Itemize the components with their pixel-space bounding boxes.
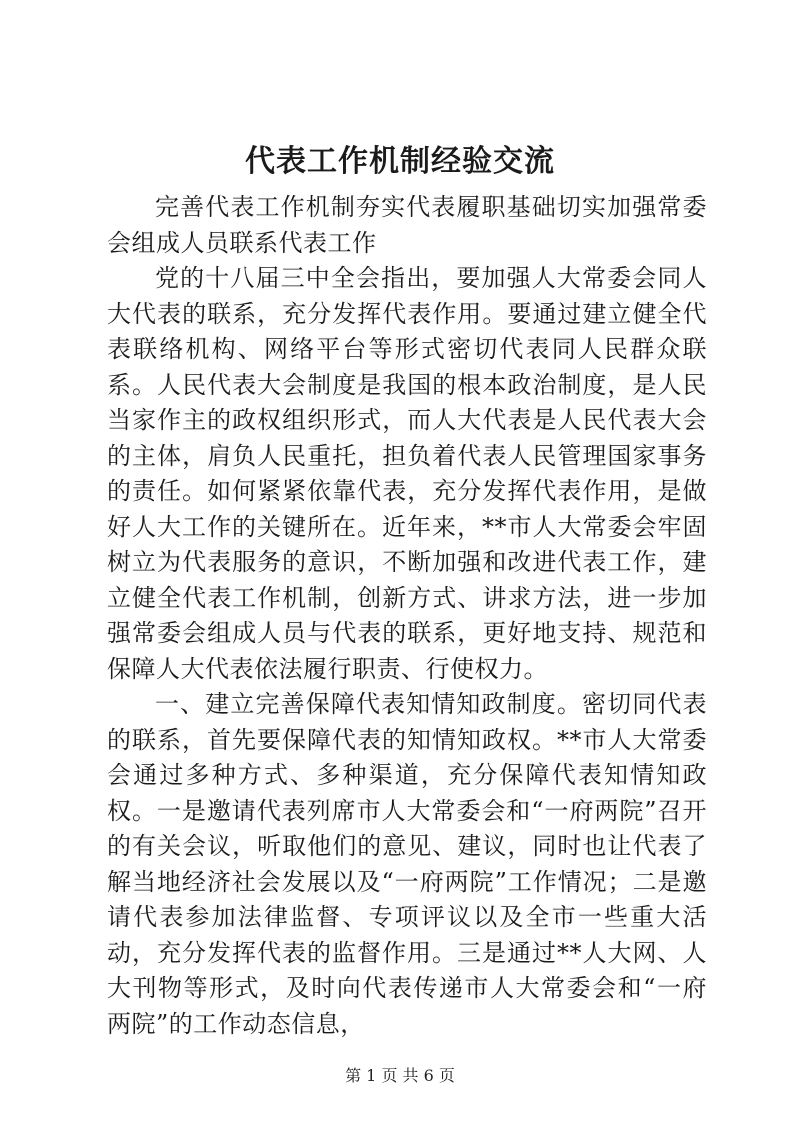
page-footer: 第 1 页 共 6 页 (345, 1066, 455, 1085)
paragraph-subtitle: 完善代表工作机制夯实代表履职基础切实加强常委会组成人员联系代表工作 (107, 193, 707, 257)
document-title: 代表工作机制经验交流 (245, 144, 555, 179)
paragraph-section-one: 一、建立完善保障代表知情知政制度。密切同代表的联系，首先要保障代表的知情知政权。**市人大常委会通过多种方式、多种渠道，充分保障代表知情知政权。一是邀请代表列席市人大常委会和“一府两院”召开的有关会议，听取他们的意见、建议，同时也让代表了解当地经济社会发展以及“一府两院”工作情况；二是邀请代表参加法律监督、专项评议以及全市一些重大活动，充分发挥代表的监督作用。三是通过**人大网、人大刊物等形式，及时向代表传递市人大常委会和“一府两院”的工作动态信息， (107, 690, 707, 1038)
paragraph-intro: 党的十八届三中全会指出，要加强人大常委会同人大代表的联系，充分发挥代表作用。要通过建立健全代表联络机构、网络平台等形式密切代表同人民群众联系。人民代表大会制度是我国的根本政治制度，是人民当家作主的政权组织形式，而人大代表是人民代表大会的主体，肩负人民重托，担负着代表人民管理国家事务的责任。如何紧紧依靠代表，充分发挥代表作用，是做好人大工作的关键所在。近年来，**市人大常委会牢固树立为代表服务的意识，不断加强和改进代表工作，建立健全代表工作机制，创新方式、讲求方法，进一步加强常委会组成人员与代表的联系，更好地支持、规范和保障人大代表依法履行职责、行使权力。 (107, 264, 707, 683)
document-body (107, 190, 707, 1042)
